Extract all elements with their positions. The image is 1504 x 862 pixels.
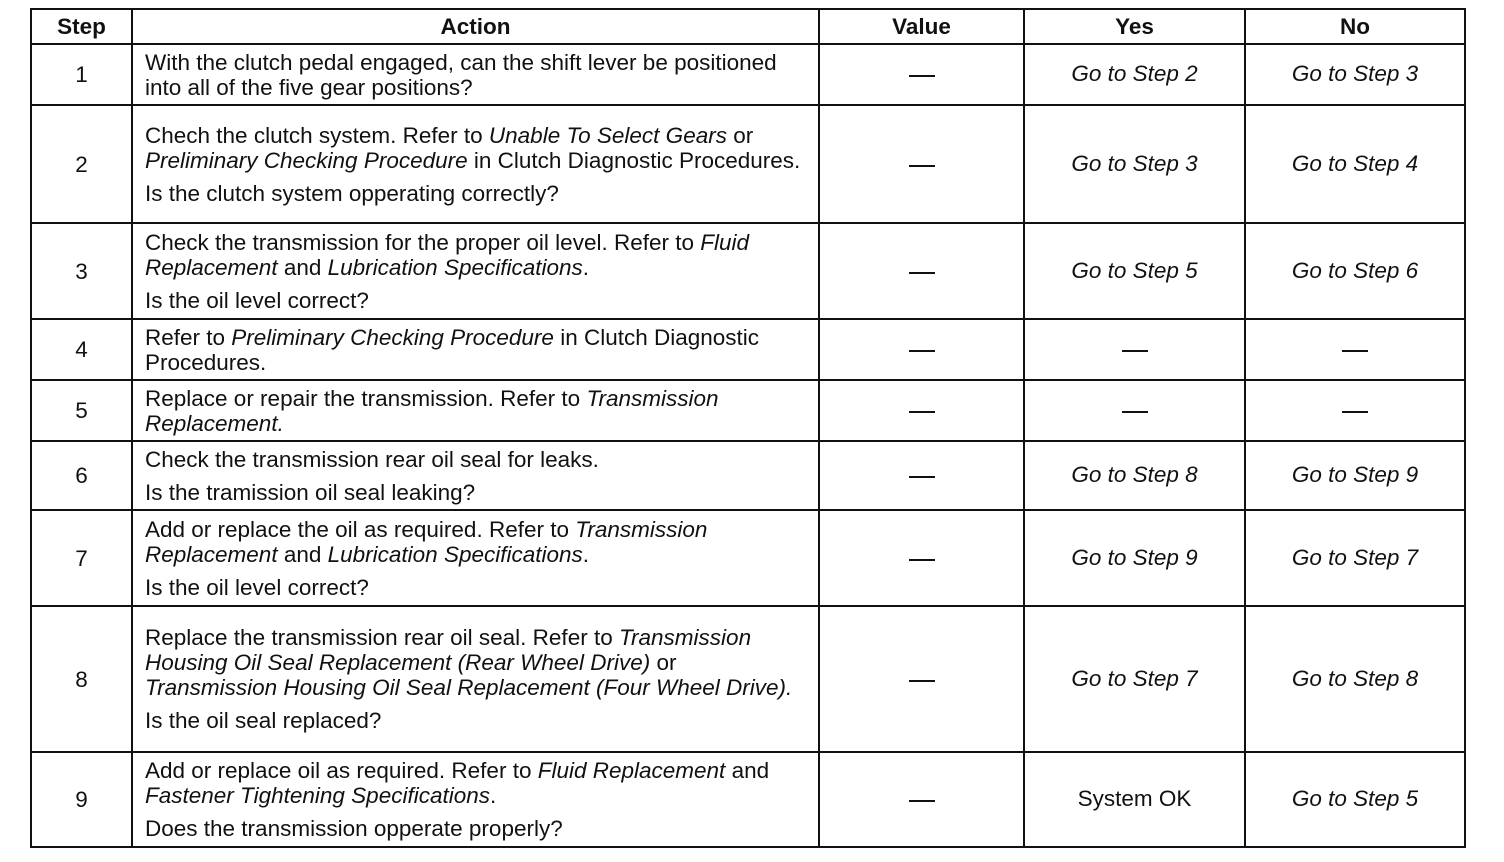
no-cell: Go to Step 6 (1245, 223, 1465, 319)
value-cell (819, 441, 1024, 510)
reference-link-text: Fluid Replacement (537, 758, 726, 783)
no-cell (1245, 319, 1465, 380)
action-question: Is the oil level correct? (145, 287, 369, 313)
yes-cell: Go to Step 2 (1024, 44, 1245, 105)
value-cell (819, 380, 1024, 441)
yes-cell: Go to Step 5 (1024, 223, 1245, 319)
step-number: 7 (31, 510, 132, 606)
table-body (31, 44, 1465, 847)
value-cell (819, 105, 1024, 223)
header-action: Action (132, 9, 819, 44)
value-cell (819, 223, 1024, 319)
yes-cell: System OK (1024, 752, 1245, 847)
action-text: Chech the clutch system. Refer to Unable To Select Gears or Preliminary Checking Procedure in Clutch Diagnostic Procedures. (145, 122, 801, 173)
no-cell: Go to Step 4 (1245, 105, 1465, 223)
table-row (31, 752, 1465, 847)
step-number: 5 (31, 380, 132, 441)
step-number: 3 (31, 223, 132, 319)
table-row (31, 223, 1465, 319)
action-cell (132, 752, 819, 847)
action-question: Is the tramission oil seal leaking? (145, 479, 476, 505)
em-dash-mark (909, 165, 935, 167)
table-row (31, 441, 1465, 510)
no-cell: Go to Step 9 (1245, 441, 1465, 510)
em-dash-mark (1342, 350, 1368, 352)
no-cell: Go to Step 8 (1245, 606, 1465, 752)
action-text: Add or replace oil as required. Refer to Fluid Replacement and Fastener Tightening Specifications. (145, 758, 770, 808)
em-dash-mark (909, 272, 935, 274)
action-cell (132, 223, 819, 319)
table-row (31, 105, 1465, 223)
no-cell (1245, 380, 1465, 441)
value-cell (819, 510, 1024, 606)
no-cell: Go to Step 5 (1245, 752, 1465, 847)
reference-link-text: Transmission Housing Oil Seal Replacement (Rear Wheel Drive) (145, 625, 752, 675)
em-dash-mark (1122, 411, 1148, 413)
em-dash-mark (1342, 411, 1368, 413)
yes-cell: Go to Step 7 (1024, 606, 1245, 752)
action-question: Is the oil seal replaced? (145, 708, 382, 733)
action-question: Is the clutch system opperating correctly? (145, 180, 559, 206)
reference-link-text: Unable To Select Gears (488, 122, 727, 148)
table-row (31, 510, 1465, 606)
action-text: Add or replace the oil as required. Refer to Transmission Replacement and Lubrication Specifications. (145, 516, 708, 567)
yes-cell (1024, 319, 1245, 380)
action-cell (132, 44, 819, 105)
action-text: With the clutch pedal engaged, can the shift lever be positioned into all of the five gear positions? (145, 49, 777, 100)
value-cell (819, 44, 1024, 105)
yes-cell (1024, 380, 1245, 441)
table-row (31, 380, 1465, 441)
no-cell: Go to Step 3 (1245, 44, 1465, 105)
em-dash-mark (909, 350, 935, 352)
header-value: Value (819, 9, 1024, 44)
step-number: 1 (31, 44, 132, 105)
step-number: 9 (31, 752, 132, 847)
reference-link-text: Lubrication Specifications (327, 541, 583, 567)
em-dash-mark (909, 680, 935, 682)
action-cell (132, 441, 819, 510)
reference-link-text: Transmission Replacement. (145, 385, 719, 436)
value-cell (819, 752, 1024, 847)
em-dash-mark (909, 75, 935, 77)
action-question: Is the oil level correct? (145, 574, 369, 600)
reference-link-text: Fastener Tightening Specifications (145, 783, 490, 808)
action-cell (132, 105, 819, 223)
action-cell (132, 380, 819, 441)
reference-link-text: Transmission Replacement (145, 516, 708, 567)
action-cell (132, 510, 819, 606)
em-dash-mark (909, 559, 935, 561)
header-yes: Yes (1024, 9, 1245, 44)
yes-cell: Go to Step 9 (1024, 510, 1245, 606)
diagnostic-table (30, 8, 1466, 848)
step-number: 2 (31, 105, 132, 223)
action-cell (132, 606, 819, 752)
header-row (31, 9, 1465, 44)
action-text: Refer to Preliminary Checking Procedure in Clutch Diagnostic Procedures. (145, 324, 760, 375)
action-text: Replace or repair the transmission. Refer to Transmission Replacement. (145, 385, 719, 436)
header-no: No (1245, 9, 1465, 44)
table-row (31, 44, 1465, 105)
em-dash-mark (909, 476, 935, 478)
action-question: Does the transmission opperate properly? (145, 816, 563, 841)
em-dash-mark (909, 411, 935, 413)
reference-link-text: Preliminary Checking Procedure (231, 324, 554, 350)
reference-link-text: Preliminary Checking Procedure (145, 147, 468, 173)
yes-cell: Go to Step 8 (1024, 441, 1245, 510)
step-number: 4 (31, 319, 132, 380)
table-row (31, 606, 1465, 752)
action-text: Replace the transmission rear oil seal. Refer to Transmission Housing Oil Seal Replacement (Rear Wheel Drive) or Transmission Housing Oil Seal Replacement (Four Wheel Drive). (145, 625, 793, 700)
table-row (31, 319, 1465, 380)
value-cell (819, 606, 1024, 752)
value-cell (819, 319, 1024, 380)
step-number: 6 (31, 441, 132, 510)
em-dash-mark (1122, 350, 1148, 352)
reference-link-text: Fluid Replacement (145, 229, 750, 280)
action-text: Check the transmission rear oil seal for leaks. (145, 446, 599, 472)
header-step: Step (31, 9, 132, 44)
action-text: Check the transmission for the proper oil level. Refer to Fluid Replacement and Lubrication Specifications. (145, 229, 750, 280)
reference-link-text: Transmission Housing Oil Seal Replacement (Four Wheel Drive). (145, 675, 793, 700)
step-number: 8 (31, 606, 132, 752)
em-dash-mark (909, 800, 935, 802)
yes-cell: Go to Step 3 (1024, 105, 1245, 223)
action-cell (132, 319, 819, 380)
no-cell: Go to Step 7 (1245, 510, 1465, 606)
reference-link-text: Lubrication Specifications (327, 254, 583, 280)
